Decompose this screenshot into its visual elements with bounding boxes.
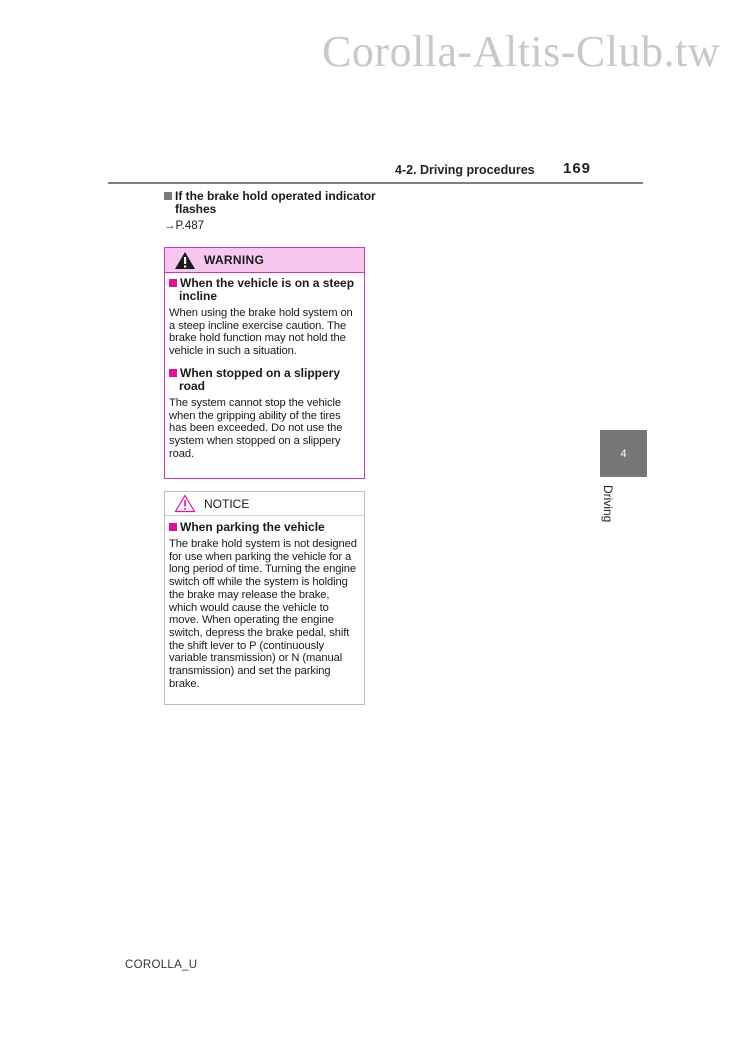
section-title: 4-2. Driving procedures (395, 163, 535, 177)
caution-triangle-icon (174, 494, 196, 513)
notice-header (165, 492, 364, 516)
chapter-number: 4 (620, 447, 627, 460)
square-bullet-icon (169, 279, 177, 287)
notice-box (164, 491, 365, 705)
section-heading (164, 190, 380, 216)
page-reference-link[interactable]: →P.487 (164, 220, 205, 232)
warning-header (165, 248, 364, 273)
chapter-label: Driving (601, 485, 615, 523)
section-heading-text: If the brake hold operated indicator flashes (175, 189, 376, 216)
warning-item-heading-text: When the vehicle is on a steep incline (179, 276, 355, 303)
header-divider (108, 182, 643, 184)
notice-item-heading-text: When parking the vehicle (180, 520, 325, 534)
warning-item-heading (169, 367, 358, 393)
page-number: 169 (563, 160, 592, 177)
warning-item-heading (169, 277, 358, 303)
square-bullet-icon (164, 192, 172, 200)
chapter-tab[interactable] (600, 430, 647, 477)
notice-item-text: The brake hold system is not designed for use when parking the vehicle for a long period of time. Turning the engine switch off while the system is holding the brake may release the brake, which would cause the vehicle to move. When operating the engine switch, depress the brake pedal, shift the shift lever to P (continuously variable transmission) or N (manual transmission) and set the parking brake. (169, 538, 357, 690)
warning-triangle-icon (174, 251, 196, 270)
warning-item-text: The system cannot stop the vehicle when the gripping ability of the tires has been exceeded. Do not use the system when stopped on a slippery road. (169, 396, 343, 460)
watermark: Corolla-Altis-Club.tw (322, 27, 720, 76)
warning-item-heading-text: When stopped on a slippery road (179, 365, 341, 393)
warning-title: WARNING (204, 253, 265, 267)
footer-model: COROLLA_U (125, 959, 198, 971)
square-bullet-icon (169, 369, 177, 377)
warning-box (164, 247, 365, 479)
warning-item-text: When using the brake hold system on a steep incline exercise caution. The brake hold function may not hold the vehicle in such a situation. (169, 307, 353, 358)
notice-item-heading (169, 521, 358, 534)
square-bullet-icon (169, 523, 177, 531)
notice-title: NOTICE (204, 496, 250, 511)
